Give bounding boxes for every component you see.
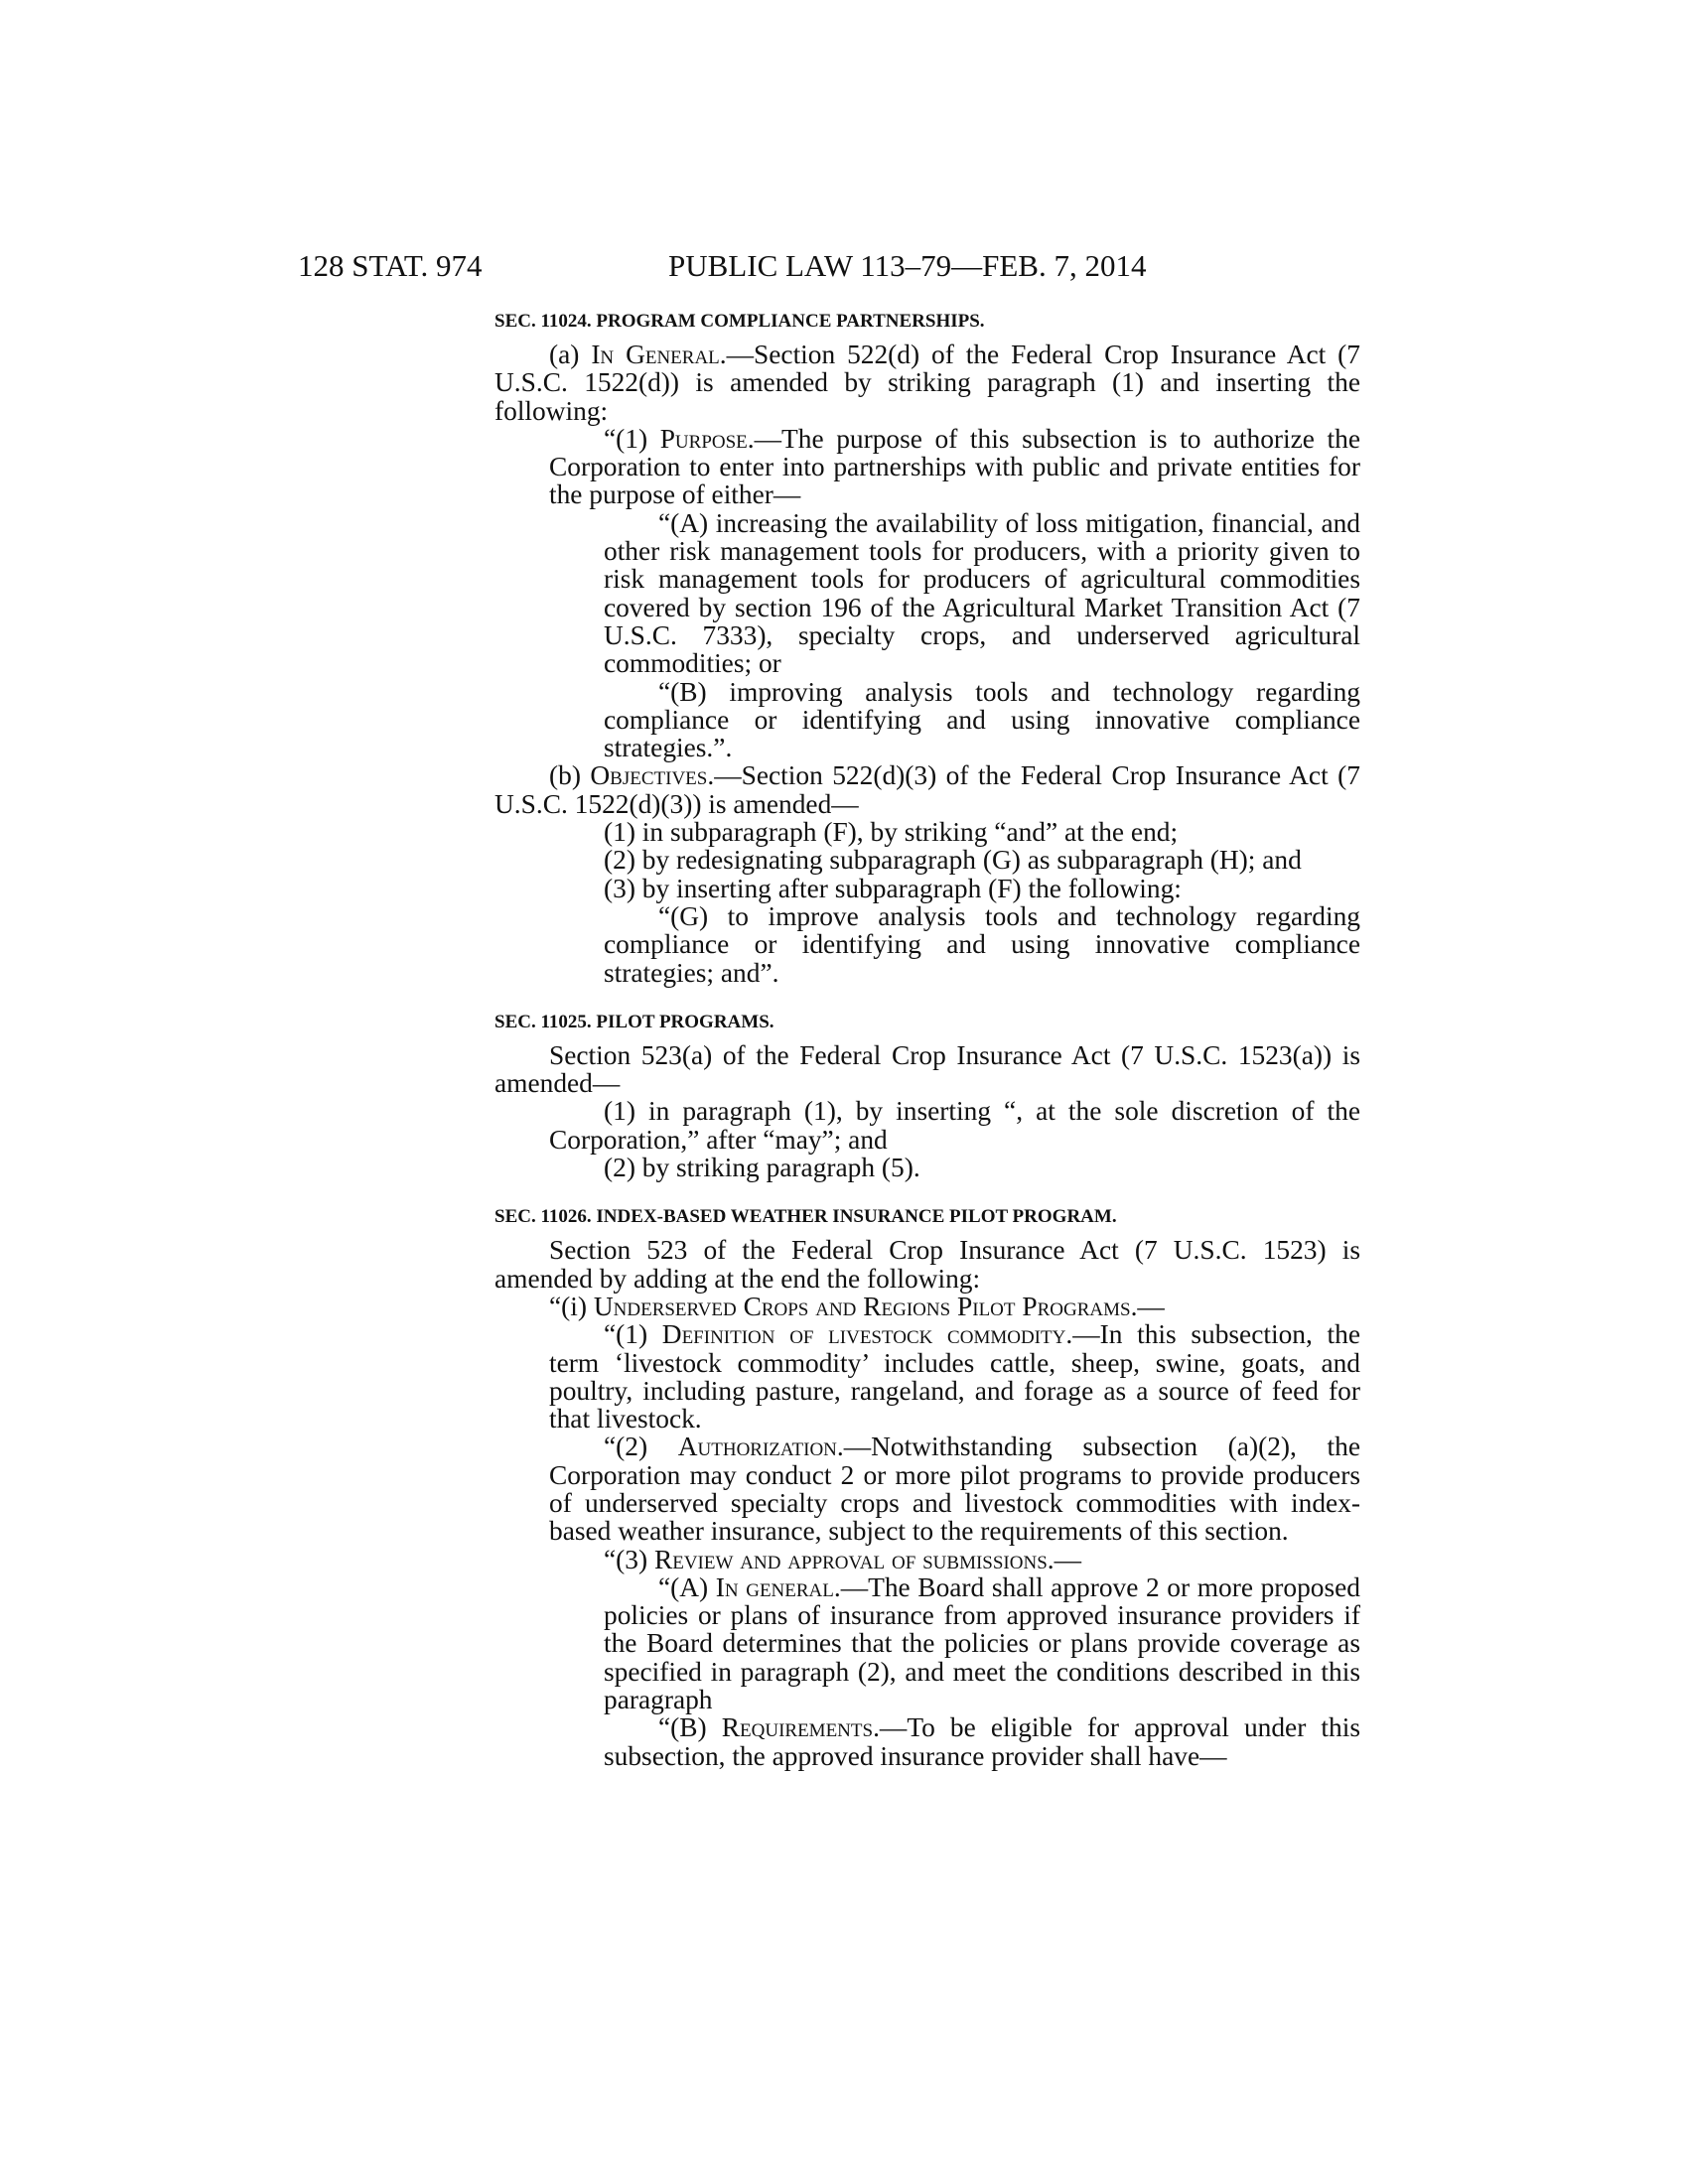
subsection-i: “(i) Underserved Crops and Regions Pilot Programs.— <box>549 1291 1165 1321</box>
subsection-b-objectives: (b) Objectives.—Section 522(d)(3) of the Federal Crop Insurance Act (7 U.S.C. 1522(d)(3)) is amended— <box>494 760 1360 819</box>
amendment-item-2: (2) by striking paragraph (5). <box>604 1153 920 1183</box>
subparagraph-B: “(B) improving analysis tools and technology regarding compliance or identifying and using innovative compliance strategies.”. <box>604 676 1360 763</box>
section-11026-intro: Section 523 of the Federal Crop Insurance Act (7 U.S.C. 1523) is amended by adding at the end the following: <box>494 1235 1360 1294</box>
paragraph-title: Purpose <box>659 423 748 454</box>
paragraph-title: Authorization <box>677 1432 837 1462</box>
paragraph-3-review: “(3) Review and approval of submissions.— <box>604 1544 1082 1574</box>
statute-page-number: 128 STAT. 974 <box>298 248 483 283</box>
section-11025-intro: Section 523(a) of the Federal Crop Insurance Act (7 U.S.C. 1523(a)) is amended— <box>494 1039 1360 1099</box>
amendment-item-3: (3) by inserting after subparagraph (F) the following: <box>604 873 1182 903</box>
subparagraph-B-requirements: “(B) Requirements.—To be eligible for approval under this subsection, the approved insurance provider shall have— <box>604 1712 1360 1771</box>
paragraph-1-definition: “(1) Definition of livestock commodity.—In this subsection, the term ‘livestock commodity’ includes cattle, sheep, swine, goats, and poultry, including pasture, rangeland, and forage as a source of feed for that livestock. <box>549 1319 1360 1434</box>
subsection-title: Objectives <box>590 760 708 791</box>
page-header <box>298 246 1370 286</box>
section-heading-11026: SEC. 11026. INDEX-BASED WEATHER INSURANCE PILOT PROGRAM. <box>494 1206 1117 1228</box>
subsection-title: Underserved Crops and Regions Pilot Programs <box>593 1291 1131 1321</box>
amendment-item-2: (2) by redesignating subparagraph (G) as subparagraph (H); and <box>604 845 1302 876</box>
subparagraph-G: “(G) to improve analysis tools and technology regarding compliance or identifying and using innovative compliance strategies; and”. <box>604 900 1360 988</box>
amendment-item-1: (1) in subparagraph (F), by striking “and” at the end; <box>604 817 1179 848</box>
subsection-title: In General <box>591 340 720 369</box>
paragraph-1-purpose: “(1) Purpose.—The purpose of this subsection is to authorize the Corporation to enter into partnerships with public and private entities for the purpose of either— <box>549 423 1360 510</box>
amendment-item-1: (1) in paragraph (1), by inserting “, at the sole discretion of the Corporation,” after “may”; and <box>549 1096 1360 1155</box>
paragraph-title: Definition of livestock commodity <box>661 1319 1066 1350</box>
subparagraph-A-in-general: “(A) In general.—The Board shall approve 2 or more proposed policies or plans of insurance from approved insurance providers if the Board determines that the policies or plans provide coverage as specified in paragraph (2), and meet the conditions described in this paragraph <box>604 1571 1360 1715</box>
document-body <box>494 308 1360 1770</box>
paragraph-2-authorization: “(2) Authorization.—Notwithstanding subsection (a)(2), the Corporation may conduct 2 or more pilot programs to provide producers of underserved specialty crops and livestock commodities with index-based weather insurance, subject to the requirements of this section. <box>549 1432 1360 1547</box>
subparagraph-title: Requirements <box>721 1712 874 1743</box>
section-heading-11024: SEC. 11024. PROGRAM COMPLIANCE PARTNERSHIPS. <box>494 311 985 332</box>
subsection-a-general: (a) In General.—Section 522(d) of the Federal Crop Insurance Act (7 U.S.C. 1522(d)) is amended by striking paragraph (1) and inserting the following: <box>494 340 1360 426</box>
section-heading-11025: SEC. 11025. PILOT PROGRAMS. <box>494 1011 774 1032</box>
public-law-citation: PUBLIC LAW 113–79—FEB. 7, 2014 <box>668 248 1147 283</box>
paragraph-title: Review and approval of submissions <box>653 1544 1048 1574</box>
subparagraph-title: In general <box>715 1571 834 1602</box>
subparagraph-A: “(A) increasing the availability of loss mitigation, financial, and other risk management tools for producers, with a priority given to risk management tools for producers of agricultural commodities covered by section 196 of the Agricultural Market Transition Act (7 U.S.C. 7333), specialty crops, and underserved agricultural commodities; or <box>604 507 1360 679</box>
